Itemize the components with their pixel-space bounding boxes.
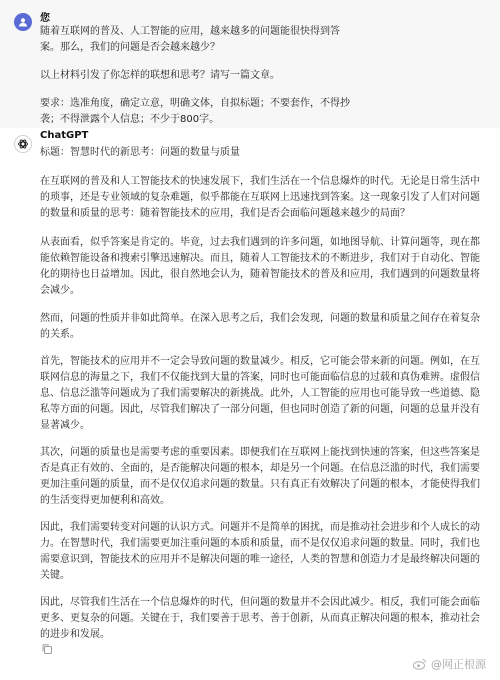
weibo-logo-icon [413,658,427,670]
essay-paragraph-line: 力。在智慧时代，我们需要更加注重问题的本质和质量，而不是仅仅追求问题的数量。同时，我们也 [40,538,480,549]
essay-paragraph-line: 因此，尽管我们生活在一个信息爆炸的时代，但问题的数量并不会因此减少。相反，我们可能会面临 [40,597,480,608]
user-prompt-line: 要求：选准角度，确定立意，明确文体，自拟标题；不要套作，不得抄 [40,98,350,109]
copy-button[interactable] [40,642,54,656]
assistant-name: ChatGPT [40,130,89,141]
essay-paragraph-line: 其次，问题的质量也是需要考虑的重要因素。即便我们在互联网上能找到快速的答案，但这些答案是 [40,447,480,458]
user-prompt-line: 袭；不得泄露个人信息；不少于800字。 [40,114,220,125]
essay-paragraph-line: 因此，我们需要转变对问题的认识方式。问题并不是简单的困扰，而是推动社会进步和个人成长的动 [40,522,480,533]
essay-paragraph-line: 显著减少。 [40,420,90,431]
essay-paragraph-line: 的关系。 [40,329,80,340]
user-avatar [14,13,32,31]
watermark-text: @网正根源 [431,658,486,671]
essay-paragraph-line: 然而，问题的性质并非如此简单。在深入思考之后，我们会发现，问题的数量和质量之间存在着复杂 [40,313,480,324]
essay-paragraph-line: 的数量和质量的思考：随着智能技术的应用，我们是否会面临问题越来越少的局面？ [40,208,410,219]
essay-paragraph-line: 的进步和发展。 [40,629,110,640]
user-name: 您 [40,13,50,24]
essay-paragraph-line: 从表面看，似乎答案是肯定的。毕竟，过去我们遇到的许多问题，如地图导航、计算问题等，现在都 [40,237,480,248]
user-prompt-line: 案。那么，我们的问题是否会越来越少？ [40,42,220,53]
essay-paragraph-line: 更加注重问题的质量，而不是仅仅追求问题的数量。只有真正有效解决了问题的根本，才能使得我们 [40,479,480,490]
essay-paragraph-line: 私等方面的问题。因此，尽管我们解决了一部分问题，但也同时创造了新的问题，问题的总量并没有 [40,404,480,415]
message-actions [40,642,54,656]
user-icon [18,17,28,27]
essay-paragraph-line: 的生活变得更加便利和高效。 [40,495,170,506]
essay-paragraph-line: 首先，智能技术的应用并不一定会导致问题的数量减少。相反，它可能会带来新的问题。例如，在互 [40,356,480,367]
essay-paragraph-line: 息、信息泛滥等问题成为了我们需要解决的新挑战。此外，人工智能的应用也可能导致一些道德、隐 [40,388,480,399]
copy-icon [41,643,53,655]
essay-paragraph-line: 关键。 [40,570,70,581]
essay-paragraph-line: 的琐事，还是专业领域的复杂难题，似乎都能在互联网上迅速找到答案。这一现象引发了人们对问题 [40,192,480,203]
essay-paragraph-line: 更多、更复杂的问题。关键在于，我们要善于思考、善于创新，从而真正解决问题的根本，推动社会 [40,613,480,624]
chatgpt-avatar [14,135,32,153]
essay-paragraph-line: 需要意识到，智能技术的应用并不是解决问题的唯一途径，人类的智慧和创造力才是最终解决问题的 [40,554,480,565]
essay-paragraph-line: 否是真正有效的、全面的，是否能解决问题的根本，却是另一个问题。在信息泛滥的时代，我们需要 [40,463,480,474]
watermark [413,656,486,672]
essay-title: 标题：智慧时代的新思考：问题的数量与质量 [40,147,240,158]
essay-paragraph-line: 联网信息的海量之下，我们不仅能找到大量的答案，同时也可能面临信息的过载和真伪难辨。虚假信 [40,372,480,383]
essay-paragraph-line: 会减少。 [40,285,80,296]
essay-paragraph-line: 能依赖智能设备和搜索引擎迅速解决。而且，随着人工智能技术的不断进步，我们对于自动化、智能 [40,253,480,264]
user-prompt-line: 以上材料引发了你怎样的联想和思考？请写一篇文章。 [40,70,280,81]
essay-paragraph-line: 化的期待也日益增加。因此，很自然地会认为，随着智能技术的普及和应用，我们遇到的问题数量将 [40,269,480,280]
user-prompt-line: 随着互联网的普及、人工智能的应用，越来越多的问题能很快得到答 [40,26,340,37]
openai-logo-icon [17,138,29,150]
essay-paragraph-line: 在互联网的普及和人工智能技术的快速发展下，我们生活在一个信息爆炸的时代。无论是日常生活中 [40,176,480,187]
